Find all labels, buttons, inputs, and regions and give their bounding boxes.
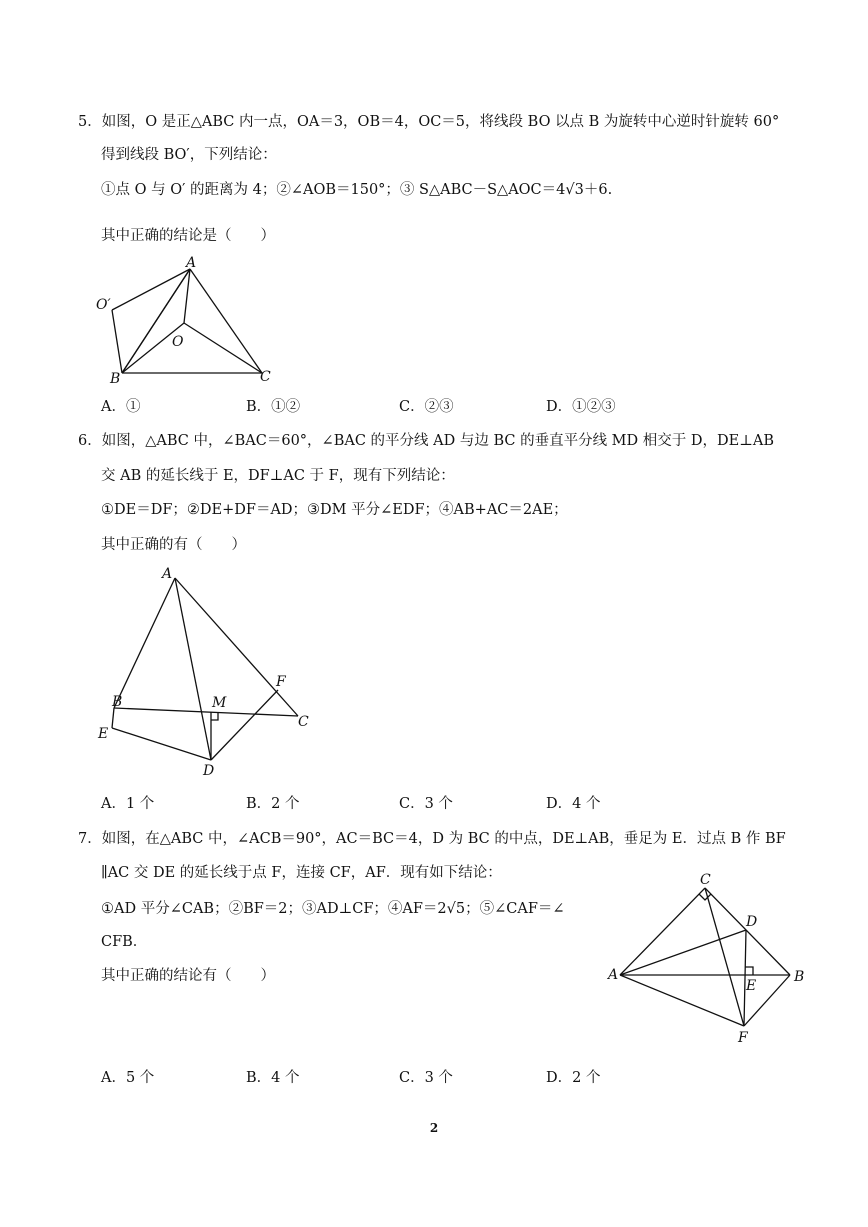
q6-option-d: D．4 个 bbox=[546, 796, 601, 812]
q5-segment-ao-prime bbox=[112, 269, 190, 310]
q7-label-f: F bbox=[738, 1030, 748, 1046]
q5-line-1: 5．如图，O 是正△ABC 内一点，OA＝3，OB＝4，OC＝5，将线段 BO 以点 B 为旋转中心逆时针旋转 60° bbox=[78, 114, 780, 130]
q6-segment-de bbox=[112, 728, 211, 760]
q7-option-d: D．2 个 bbox=[546, 1070, 601, 1086]
q5-line-4: 其中正确的结论是（ ） bbox=[101, 228, 275, 244]
page-number: 2 bbox=[429, 1121, 439, 1135]
q6-label-a: A bbox=[162, 566, 173, 582]
q5-label-o-prime: O′ bbox=[96, 297, 111, 313]
q6-right-angle-mark bbox=[211, 712, 218, 720]
q5-option-a: A．① bbox=[101, 399, 141, 415]
q6-label-f: F bbox=[276, 674, 286, 690]
q5-option-c: C．②③ bbox=[399, 399, 454, 415]
q7-line-2: ∥AC 交 DE 的延长线于点 F，连接 CF，AF．现有如下结论： bbox=[101, 865, 502, 881]
q6-segment-ac bbox=[175, 578, 298, 716]
q6-line-2: 交 AB 的延长线于 E，DF⊥AC 于 F，现有下列结论： bbox=[101, 468, 455, 484]
q6-option-a: A．1 个 bbox=[101, 796, 155, 812]
q6-figure bbox=[90, 560, 330, 785]
q5-segment-bo-prime bbox=[112, 310, 122, 373]
q5-segment-ac bbox=[190, 269, 262, 373]
q7-segment-ac bbox=[620, 888, 705, 975]
q6-segment-bc bbox=[114, 708, 298, 716]
q6-segment-ad bbox=[175, 578, 211, 760]
q6-segment-be bbox=[112, 708, 114, 728]
q6-label-e: E bbox=[98, 726, 109, 742]
q5-option-d: D．①②③ bbox=[546, 399, 616, 415]
q5-segment-ab-2 bbox=[122, 269, 190, 373]
q7-line-4: CFB． bbox=[101, 934, 148, 950]
q5-option-b: B．①② bbox=[246, 399, 301, 415]
q7-label-c: C bbox=[700, 872, 711, 888]
q7-segment-af bbox=[620, 975, 744, 1026]
q5-line-2: 得到线段 BO′，下列结论： bbox=[101, 147, 277, 163]
q5-segment-co bbox=[184, 323, 262, 373]
q5-figure bbox=[90, 255, 290, 390]
q7-option-b: B．4 个 bbox=[246, 1070, 300, 1086]
q7-line-5: 其中正确的结论有（ ） bbox=[101, 968, 275, 984]
q6-line-1: 6．如图，△ABC 中，∠BAC＝60°，∠BAC 的平分线 AD 与边 BC 的垂直平分线 MD 相交于 D，DE⊥AB bbox=[78, 433, 774, 449]
q7-label-b: B bbox=[794, 969, 805, 985]
q7-line-1: 7．如图，在△ABC 中，∠ACB＝90°，AC＝BC＝4，D 为 BC 的中点，DE⊥AB，垂足为 E．过点 B 作 BF bbox=[78, 831, 786, 847]
q7-label-a: A bbox=[608, 967, 619, 983]
q6-segment-ab bbox=[114, 578, 175, 708]
q7-right-angle-e bbox=[745, 967, 753, 975]
q6-option-c: C．3 个 bbox=[399, 796, 453, 812]
q5-label-b: B bbox=[110, 371, 121, 387]
q6-label-d: D bbox=[203, 763, 215, 779]
q6-label-m: M bbox=[212, 695, 227, 711]
q6-label-c: C bbox=[298, 714, 309, 730]
q5-label-o: O bbox=[172, 334, 184, 350]
q7-option-a: A．5 个 bbox=[101, 1070, 155, 1086]
q7-label-e: E bbox=[746, 978, 757, 994]
q7-right-angle-c bbox=[699, 894, 711, 900]
q7-label-d: D bbox=[746, 914, 758, 930]
q6-line-4: 其中正确的有（ ） bbox=[101, 537, 246, 553]
q7-line-3: ①AD 平分∠CAB；②BF＝2；③AD⊥CF；④AF＝2√5；⑤∠CAF＝∠ bbox=[101, 901, 565, 917]
q5-label-a: A bbox=[186, 255, 197, 271]
q5-label-c: C bbox=[260, 369, 271, 385]
q7-option-c: C．3 个 bbox=[399, 1070, 453, 1086]
q6-line-3: ①DE＝DF；②DE+DF＝AD；③DM 平分∠EDF；④AB+AC＝2AE； bbox=[101, 502, 568, 518]
q6-option-b: B．2 个 bbox=[246, 796, 300, 812]
q7-figure bbox=[600, 866, 815, 1046]
q6-label-b: B bbox=[112, 694, 123, 710]
q5-line-3: ①点 O 与 O′ 的距离为 4；②∠AOB＝150°；③ S△ABC－S△AOC＝4√3＋6. bbox=[101, 182, 613, 198]
